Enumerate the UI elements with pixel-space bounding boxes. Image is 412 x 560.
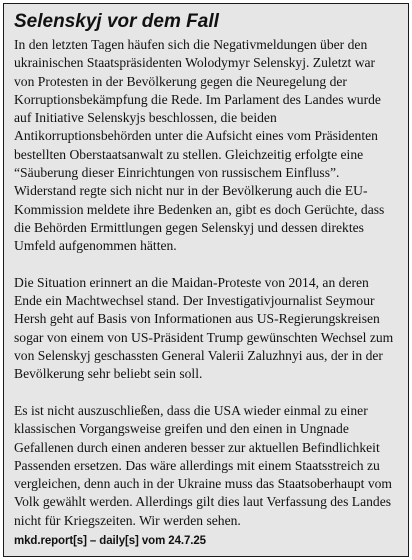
article-box xyxy=(3,3,409,557)
article-source-footer: mkd.report[s] – daily[s] vom 24.7.25 xyxy=(14,535,206,548)
article-paragraph-3: Es ist nicht auszuschließen, dass die USA wieder einmal zu einer klassischen Vorgangsweise greifen und den einen in Ungnade Gefallenen durch einen anderen besser zur aktuellen Befindlichkeit Passenden ersetzen. Das wäre allerdings mit einem Staatsstreich zu vergleichen, denn auch in der Ukraine muss das Staatsoberhaupt vom Volk gewählt werden. Allerdings gilt dies laut Verfassung des Landes nicht für Kriegszeiten. Wir werden sehen. xyxy=(14,402,393,528)
article-title: Selenskyj vor dem Fall xyxy=(14,11,219,32)
article-paragraph-1: In den letzten Tagen häufen sich die Negativmeldungen über den ukrainischen Staatspräsidenten Wolodymyr Selenskyj. Zuletzt war von Protesten in der Bevölkerung gegen die Neuregelung der Korruptionsbekämpfung die Rede. Im Parlament des Landes wurde auf Initiative Selenskyjs beschlossen, die beiden Antikorruptionsbehörden unter die Aufsicht eines vom Präsidenten bestellten Oberstaatsanwalt zu stellen. Gleichzeitig erfolgte eine “Säuberung dieser Einrichtungen von russischem Einfluss”. Widerstand regte sich nicht nur in der Bevölkerung auch die EU-Kommission meldete ihre Bedenken an, gibt es doch Gerüchte, dass die Behörden Ermittlungen gegen Selenskyj und dessen direktes Umfeld aufgenommen hätten. xyxy=(14,37,385,254)
article-paragraph-2: Die Situation erinnert an die Maidan-Proteste von 2014, an deren Ende ein Machtwechsel stand. Der Investigativjournalist Seymour Hersh geht auf Basis von Informationen aus US-Regierungskreisen sogar von einem von US-Präsident Trump gewünschten Wechsel zum von Selenskyj geschassten General Valerii Zaluzhnyi aus, der in der Bevölkerung sehr beliebt sein soll. xyxy=(14,274,394,382)
